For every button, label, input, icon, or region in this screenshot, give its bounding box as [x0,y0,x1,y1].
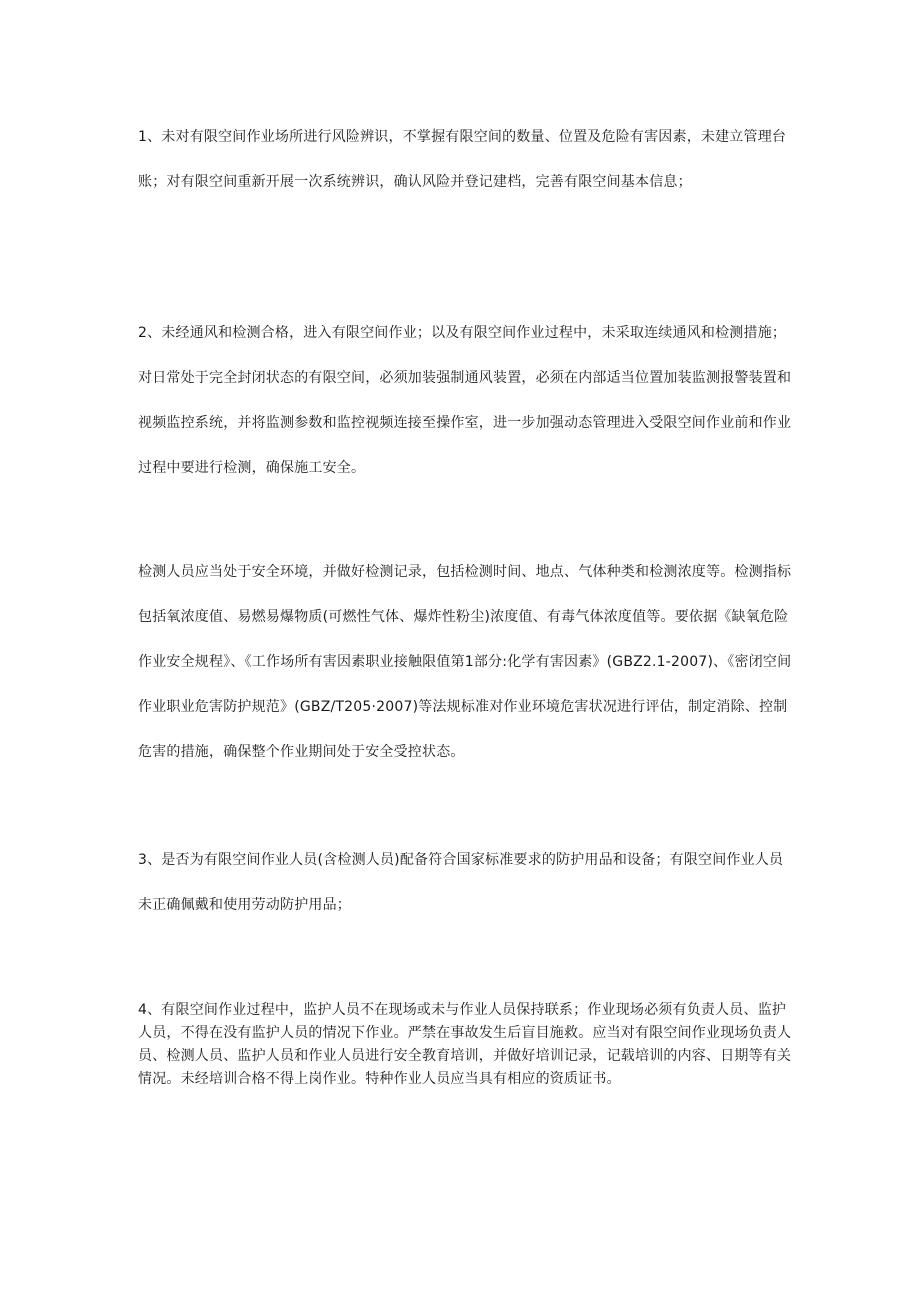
paragraph-item-4: 4、有限空间作业过程中，监护人员不在现场或未与作业人员保持联系；作业现场必须有负责人员、监护人员，不得在没有监护人员的情况下作业。严禁在事故发生后盲目施救。应当对有限空间作业现场负责人员、检测人员、监护人员和作业人员进行安全教育培训，并做好培训记录，记载培训的内容、日期等有关情况。未经培训合格不得上岗作业。特种作业人员应当具有相应的资质证书。 [138,1002,792,1087]
paragraph-item-1: 1、未对有限空间作业场所进行风险辨识，不掌握有限空间的数量、位置及危险有害因素，未建立管理台账；对有限空间重新开展一次系统辨识，确认风险并登记建档，完善有限空间基本信息； [138,129,787,190]
paragraph-item-2: 2、未经通风和检测合格，进入有限空间作业；以及有限空间作业过程中，未采取连续通风和检测措施；对日常处于完全封闭状态的有限空间，必须加装强制通风装置，必须在内部适当位置加装监测报警装置和视频监控系统，并将监测参数和监控视频连接至操作室，进一步加强动态管理进入受限空间作业前和作业过程中要进行检测，确保施工安全。 [138,325,792,476]
paragraph-detection: 检测人员应当处于安全环境，并做好检测记录，包括检测时间、地点、气体种类和检测浓度等。检测指标包括氧浓度值、易燃易爆物质(可燃性气体、爆炸性粉尘)浓度值、有毒气体浓度值等。要依据《缺氧危险作业安全规程》、《工作场所有害因素职业接触限值第1部分:化学有害因素》(GBZ2.1-2007)、《密闭空间作业职业危害防护规范》(GBZ/T205·2007)等法规标准对作业环境危害状况进行评估，制定消除、控制危害的措施，确保整个作业期间处于安全受控状态。 [138,564,792,760]
paragraph-item-3: 3、是否为有限空间作业人员(含检测人员)配备符合国家标准要求的防护用品和设备；有限空间作业人员未正确佩戴和使用劳动防护用品； [138,852,784,913]
